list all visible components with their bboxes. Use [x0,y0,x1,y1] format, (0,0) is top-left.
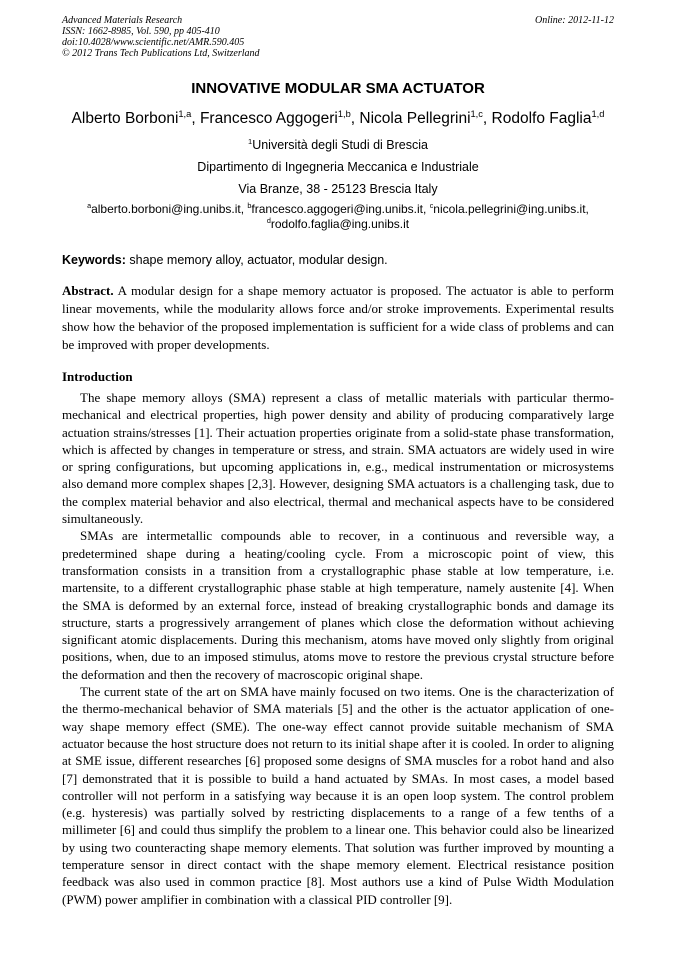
author-superscript: 1,c [470,108,483,119]
affiliation-address: Via Branze, 38 - 25123 Brescia Italy [238,182,438,196]
copyright-line: © 2012 Trans Tech Publications Ltd, Switzerland [62,48,260,59]
body-paragraph: The current state of the art on SMA have mainly focused on two items. One is the characterization of the thermo-mechanical behavior of SMA materials [5] and the other is the actuator application of one-way shape memory effect (SME). The one-way effect cannot provide suitable mechanism of SMA actuator because the host structure does not return to its initial shape after it is cooled. In order to aligning at SME issue, different researches [6] proposed some designs of SMA muscles for a robot hand and also [7] demonstrated that it is possible to build a hand actuated by SMAs. In most cases, a model based controller will not perform in a satisfying way because it is an open loop system. The control problem (e.g. hysteresis) was partially solved by restricting displacements to a range of a few tenths of a millimeter [6] and could thus simplify the problem to a linear one. This behavior could also be linearized by using two counteracting shape memory elements. That solution was further improved by mounting a temperature sensor in direct contact with the shape memory element. Electrical resistance position feedback was also used in common practice [8]. Most authors use a kind of Pulse Width Modulation (PWM) power amplifier in combination with a classical PID controller [9]. [62,684,614,907]
author-name: Alberto Borboni [71,110,179,127]
affiliation-department: Dipartimento di Ingegneria Meccanica e Industriale [197,160,479,174]
keywords-label: Keywords: [62,253,126,267]
author-list [62,110,614,128]
author-separator: , [191,110,200,127]
university-name: Università degli Studi di Brescia [252,138,428,152]
body-paragraph: SMAs are intermetallic compounds able to recover, in a continuous and reversible way, a predetermined shape during a heating/cooling cycle. From a microscopic point of view, this transformation consists in a transition from a crystallographic phase stable at low temperature, i.e. martensite, to a different crystallographic phase stable at high temperature, namely austenite [4]. When the SMA is deformed by an external force, instead of breaking crystallographic bonds and damage its structure, starts a progressively arrangement of planes which close the deformation without achieving significant atomic displacements. During this mechanism, atoms have moved only slightly from original positions, when, due to an imposed stimulus, atoms move to restore the previous crystal structure before the deformation and then the recovery of macroscopic original shape. [62,528,614,682]
abstract [62,282,614,354]
paper-title: INNOVATIVE MODULAR SMA ACTUATOR [191,80,485,97]
affiliation-superscript: 1 [248,136,253,146]
email-superscript: c [429,201,434,210]
email-link[interactable]: alberto.borboni@ing.unibs.it, [91,202,245,216]
section-heading-introduction: Introduction [62,369,133,384]
author-name: Francesco Aggogeri [199,110,338,127]
email-link[interactable]: nicola.pellegrini@ing.unibs.it, [433,202,589,216]
email-link[interactable]: francesco.aggogeri@ing.unibs.it, [251,202,427,216]
author-superscript: 1,d [591,108,605,119]
doi-line: doi:10.4028/www.scientific.net/AMR.590.405 [62,37,245,48]
author-name: Nicola Pellegrini [359,110,471,127]
email-superscript: b [247,201,252,210]
keywords [62,253,614,267]
issn-line: ISSN: 1662-8985, Vol. 590, pp 405-410 [62,26,220,37]
author-name: Rodolfo Faglia [491,110,592,127]
introduction-body [62,389,614,908]
journal-name: Advanced Materials Research [62,15,183,26]
author-separator: , [350,110,360,127]
body-paragraph: The shape memory alloys (SMA) represent a class of metallic materials with particular thermo-mechanical and electrical properties, high power density and ability of producing comparatively large actuation strains/stresses [1]. Their actuation properties originate from a solid-state phase transformation, which is affected by changes in temperature or stress, and strain. SMA actuators are widely used in wire or spring configurations, but upcoming applications in, e.g., medical instrumentation or microsystems also demand more complex shapes [2,3]. However, designing SMA actuators is a challenging task, due to the complex material behavior and also electrical, thermal and mechanical aspects have to be considered simultaneously. [62,390,614,527]
email-superscript: d [266,216,271,225]
author-superscript: 1,a [178,108,192,119]
affiliation-university [62,138,614,152]
online-date: Online: 2012-11-12 [535,15,614,26]
author-emails [62,202,614,232]
email-superscript: a [87,201,92,210]
keywords-text: shape memory alloy, actuator, modular design. [125,253,388,267]
abstract-label: Abstract. [62,283,114,298]
email-link[interactable]: rodolfo.faglia@ing.unibs.it [270,217,410,231]
journal-header [62,15,614,59]
author-separator: , [482,110,492,127]
abstract-text: A modular design for a shape memory actuator is proposed. The actuator is able to perform linear movements, while the modularity allows force and/or stroke improvements. Experimental results show how the behavior of the proposed implementation is sufficient for a wide class of problems and can be improved with proper developments. [62,283,614,352]
author-superscript: 1,b [337,108,351,119]
